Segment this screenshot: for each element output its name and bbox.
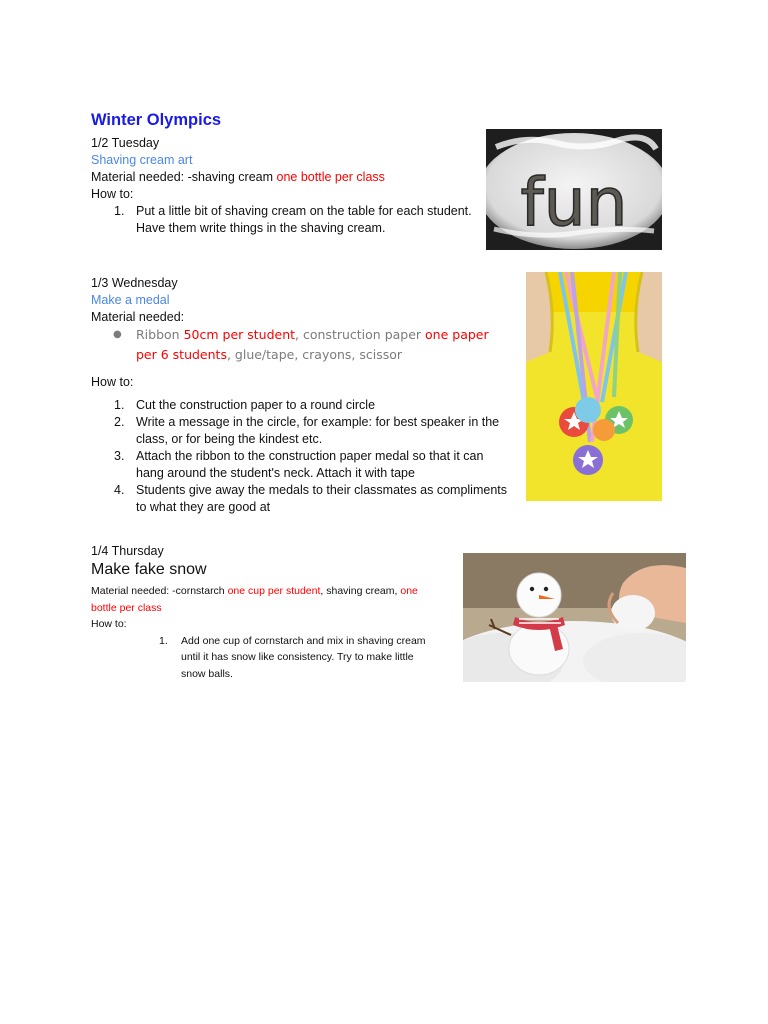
step-text: until it has snow like consistency. Try to make little bbox=[181, 651, 414, 663]
day3-section bbox=[91, 543, 451, 578]
step-number: 3. bbox=[114, 449, 125, 463]
page-title: Winter Olympics bbox=[91, 111, 222, 129]
ribbon-qty: 50cm per student bbox=[183, 327, 296, 342]
list-item bbox=[91, 203, 481, 237]
day1-material-label: Material needed: -shaving cream bbox=[91, 170, 277, 184]
list-item bbox=[91, 397, 521, 414]
paper-text: construction paper bbox=[302, 327, 426, 342]
day2-howto-label: How to: bbox=[91, 375, 134, 389]
step-number: 1. bbox=[114, 204, 125, 218]
list-item bbox=[91, 633, 461, 683]
day3-activity-title: Make fake snow bbox=[91, 561, 207, 578]
step-text: Attach the ribbon to the construction paper medal so that it can bbox=[136, 449, 484, 463]
day1-material-qty: one bottle per class bbox=[276, 170, 385, 184]
ribbon-text: Ribbon bbox=[136, 327, 184, 342]
day2-material-label: Material needed: bbox=[91, 310, 185, 324]
step-text: class, or for being the kindest etc. bbox=[136, 432, 323, 446]
step-number: 1. bbox=[114, 398, 125, 412]
fun-word: fun bbox=[520, 164, 628, 241]
day3-steps bbox=[91, 633, 461, 683]
list-item bbox=[91, 414, 521, 448]
step-text: Students give away the medals to their classmates as compliments bbox=[136, 483, 508, 497]
day3-material bbox=[91, 583, 461, 682]
bullet-icon: ● bbox=[113, 329, 122, 340]
step-text: Put a little bit of shaving cream on the table for each student. bbox=[136, 204, 472, 218]
day3-date: 1/4 Thursday bbox=[91, 544, 164, 558]
step-text: Cut the construction paper to a round circle bbox=[136, 398, 376, 412]
step-text: Have them write things in the shaving cream. bbox=[136, 221, 386, 235]
day1-material-line bbox=[91, 169, 481, 186]
day2-howto bbox=[91, 374, 521, 516]
day2-material-bullet bbox=[113, 325, 513, 364]
step-text: hang around the student's neck. Attach it with tape bbox=[136, 466, 415, 480]
separator: , bbox=[295, 327, 303, 342]
snowman-photo bbox=[463, 553, 686, 682]
step-text: Add one cup of cornstarch and mix in shaving cream bbox=[181, 634, 426, 647]
step-number: 1. bbox=[159, 634, 168, 647]
list-item bbox=[91, 482, 521, 516]
day1-activity-title: Shaving cream art bbox=[91, 153, 193, 167]
step-text: to what they are good at bbox=[136, 500, 271, 514]
shaving-cream-fun-image bbox=[486, 129, 662, 250]
step-text: snow balls. bbox=[181, 667, 233, 680]
list-item bbox=[91, 448, 521, 482]
day2-activity-title: Make a medal bbox=[91, 293, 170, 307]
day1-section bbox=[91, 135, 481, 237]
paper-qty-2: per 6 students bbox=[136, 346, 227, 362]
day1-steps bbox=[91, 203, 481, 237]
other-materials: , glue/tape, crayons, scissor bbox=[226, 346, 403, 362]
day3-material-label: Material needed: -cornstarch bbox=[91, 585, 228, 597]
day2-steps bbox=[91, 397, 521, 516]
step-number: 4. bbox=[114, 483, 125, 497]
day2-section bbox=[91, 275, 511, 326]
day2-date: 1/3 Wednesday bbox=[91, 276, 178, 290]
day1-howto-label: How to: bbox=[91, 187, 134, 201]
medals-photo bbox=[526, 272, 662, 501]
step-number: 2. bbox=[114, 415, 125, 429]
day1-date: 1/2 Tuesday bbox=[91, 136, 160, 150]
day3-qty1: one cup per student bbox=[227, 585, 321, 597]
step-text: Write a message in the circle, for example: for best speaker in the bbox=[136, 415, 500, 429]
separator: , shaving cream, bbox=[320, 585, 401, 597]
paper-qty-1: one paper bbox=[425, 327, 489, 342]
day3-qty2-b: bottle per class bbox=[91, 601, 162, 614]
day3-qty2-a: one bbox=[400, 585, 418, 597]
day3-howto-label: How to: bbox=[91, 618, 127, 630]
